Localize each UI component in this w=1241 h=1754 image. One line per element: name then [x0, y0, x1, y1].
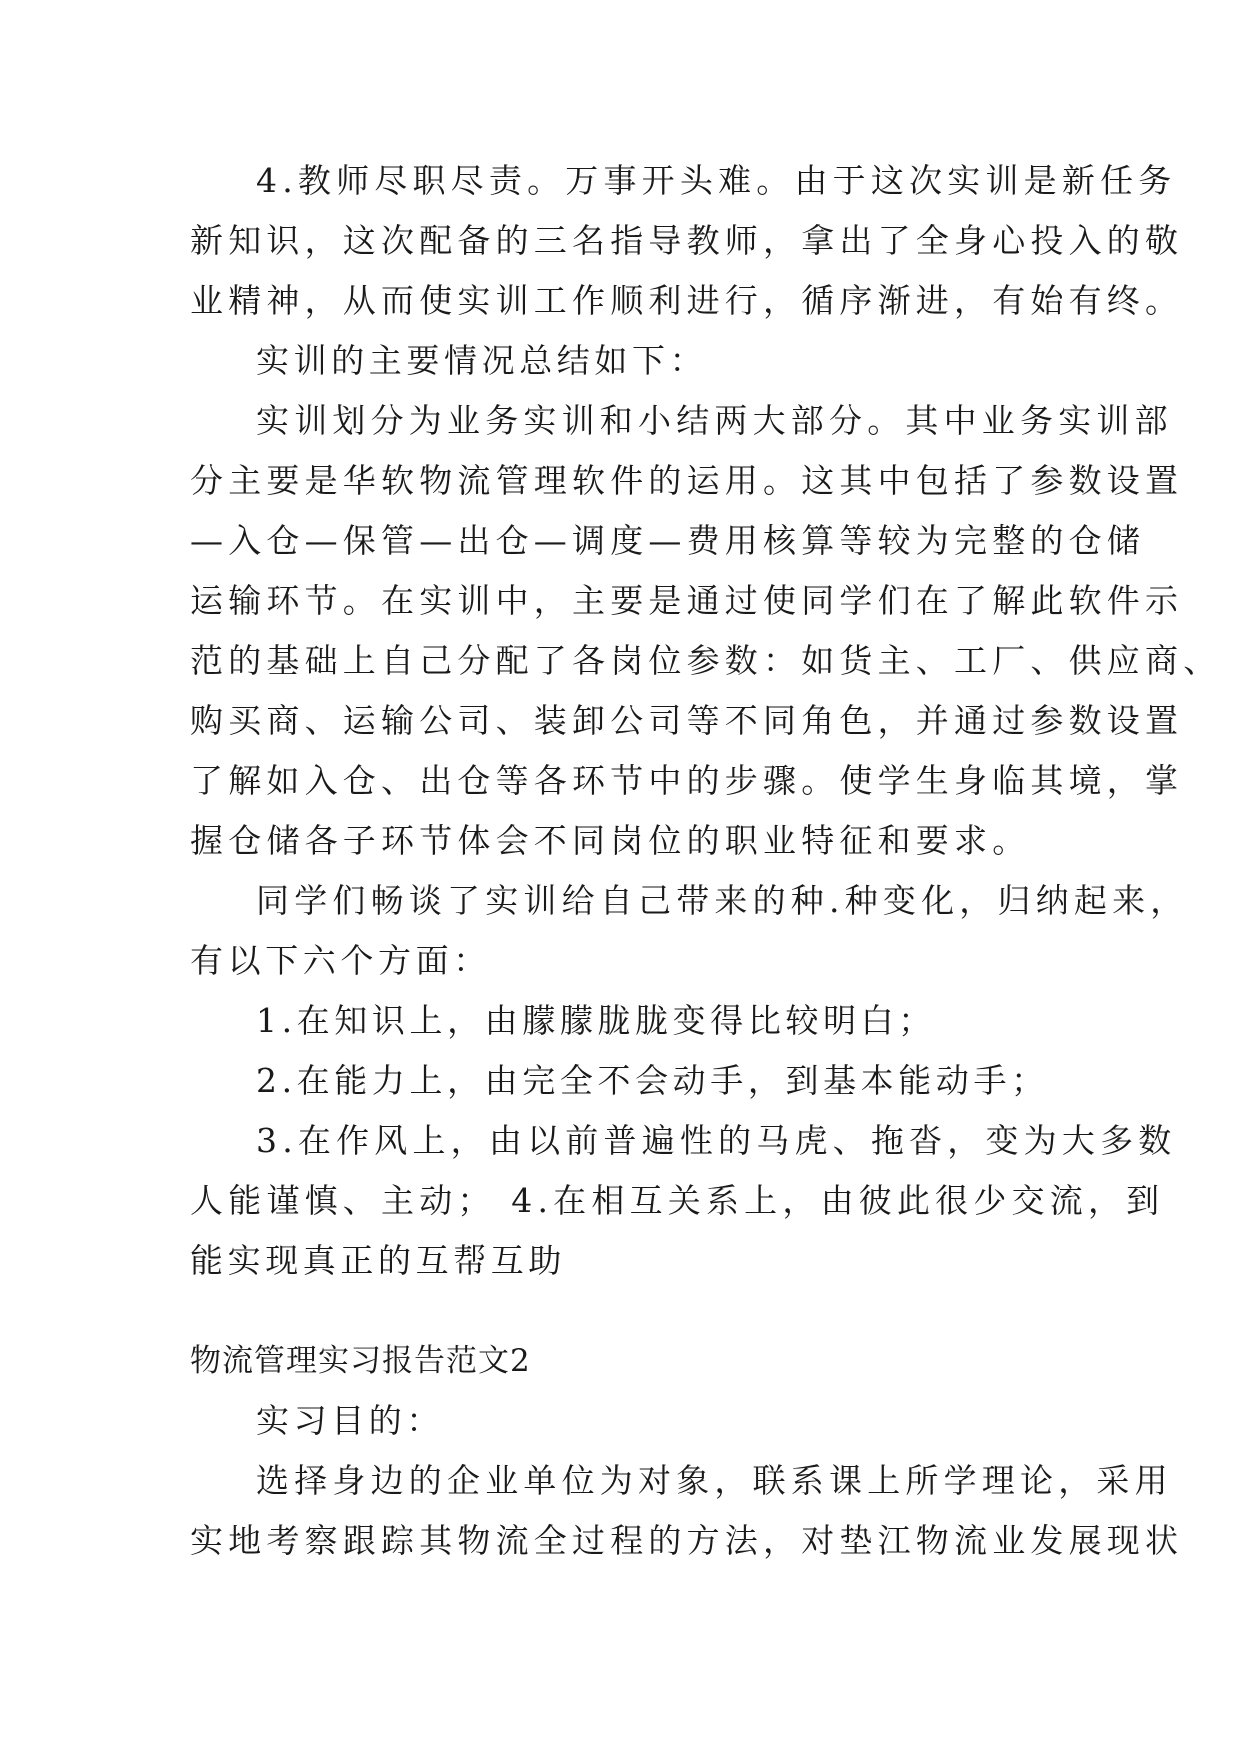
paragraph-line: 有以下六个方面：	[190, 941, 491, 980]
paragraph-line: 了解如入仓、出仓等各环节中的步骤。使学生身临其境，掌	[190, 761, 1184, 800]
list-item: 1.在知识上，由朦朦胧胧变得比较明白；	[256, 1001, 936, 1040]
paragraph-line: —入仓—保管—出仓—调度—费用核算等较为完整的仓储	[190, 521, 1145, 560]
paragraph-line: 同学们畅谈了实训给自己带来的种.种变化，归纳起来，	[256, 881, 1189, 920]
paragraph-line: 实习目的：	[256, 1401, 444, 1440]
paragraph-line: 握仓储各子环节体会不同岗位的职业特征和要求。	[190, 821, 1031, 860]
paragraph-line: 购买商、运输公司、装卸公司等不同角色，并通过参数设置	[190, 701, 1184, 740]
paragraph-line: 4.教师尽职尽责。万事开头难。由于这次实训是新任务	[256, 161, 1177, 200]
paragraph-line: 分主要是华软物流管理软件的运用。这其中包括了参数设置	[190, 461, 1184, 500]
section-title: 物流管理实习报告范文2	[190, 1343, 531, 1379]
paragraph-line: 范的基础上自己分配了各岗位参数：如货主、工厂、供应商、	[190, 641, 1222, 680]
list-item: 3.在作风上，由以前普遍性的马虎、拖沓，变为大多数	[256, 1121, 1177, 1160]
paragraph-line: 运输环节。在实训中，主要是通过使同学们在了解此软件示	[190, 581, 1184, 620]
paragraph-line: 实训划分为业务实训和小结两大部分。其中业务实训部	[256, 401, 1173, 440]
paragraph-line: 业精神，从而使实训工作顺利进行，循序渐进，有始有终。	[190, 281, 1184, 320]
paragraph-line: 实地考察跟踪其物流全过程的方法，对垫江物流业发展现状	[190, 1521, 1184, 1560]
list-item: 能实现真正的互帮互助	[190, 1241, 566, 1280]
paragraph-line: 选择身边的企业单位为对象，联系课上所学理论，采用	[256, 1461, 1173, 1500]
paragraph-line: 新知识，这次配备的三名指导教师，拿出了全身心投入的敬	[190, 221, 1184, 260]
list-item: 人能谨慎、主动； 4.在相互关系上，由彼此很少交流，到	[190, 1181, 1165, 1220]
paragraph-line: 实训的主要情况总结如下：	[256, 341, 708, 380]
list-item: 2.在能力上，由完全不会动手，到基本能动手；	[256, 1061, 1049, 1100]
